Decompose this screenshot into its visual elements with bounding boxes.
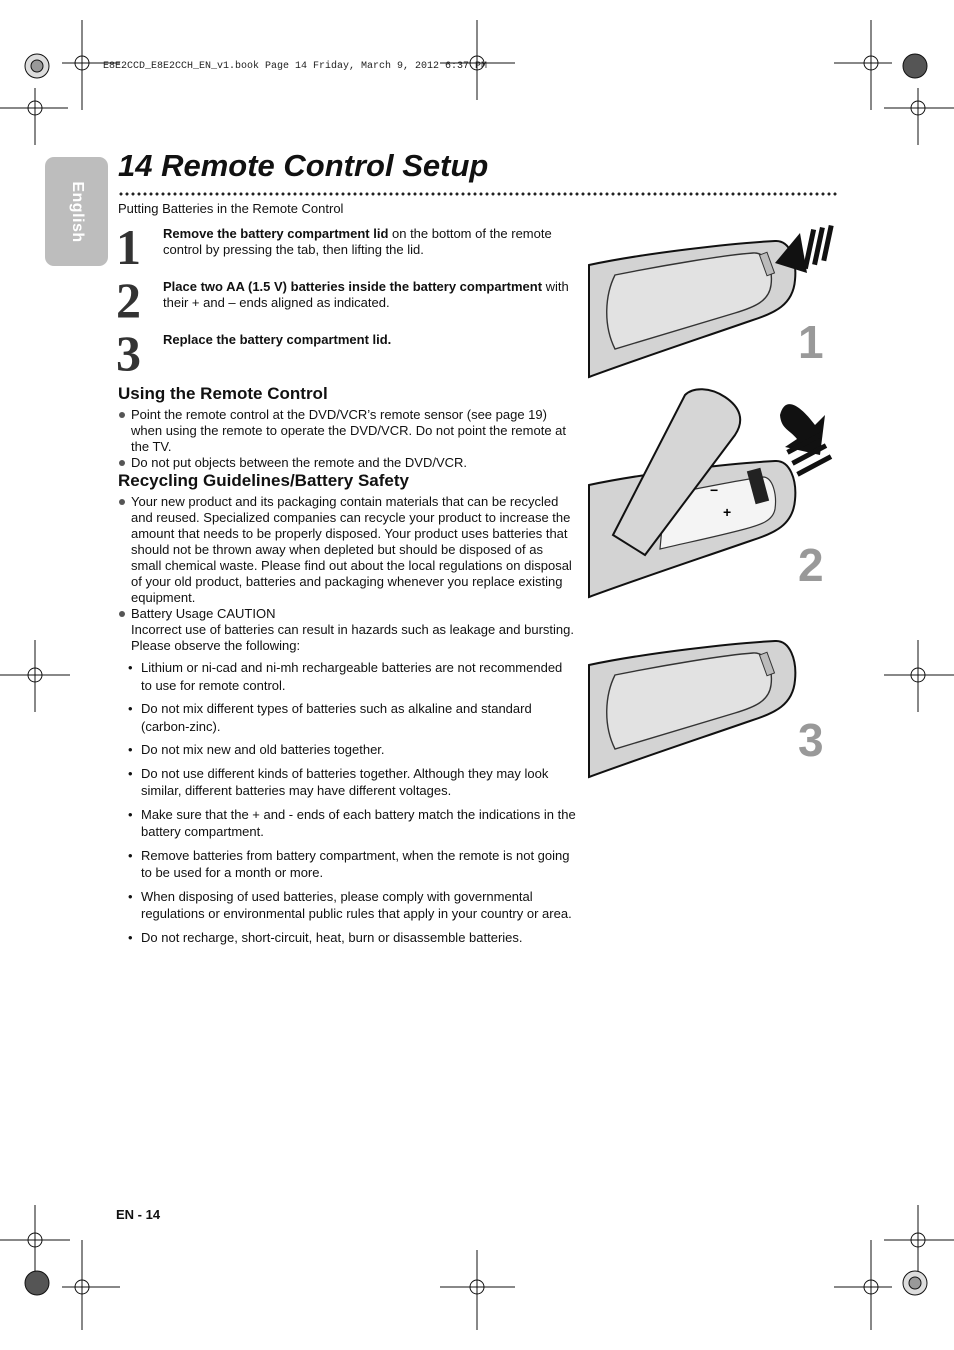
book-info-line: E8E2CCD_E8E2CCH_EN_v1.book Page 14 Friday, March 9, 2012 6:37 PM [103,61,488,72]
title-dotted-rule [118,191,838,197]
step-bold-text: Place two AA (1.5 V) batteries inside the battery compartment [163,279,543,294]
page-subtitle: Putting Batteries in the Remote Control [118,201,344,216]
list-item: • Lithium or ni-cad and ni-mh rechargeable batteries are not recommended to use for remote control. [118,659,576,694]
illustration-step-label: 2 [798,539,824,591]
list-item: • When disposing of used batteries, please comply with governmental regulations or environmental public rules that apply in your country or area. [118,888,576,923]
list-item: • Do not recharge, short-circuit, heat, burn or disassemble batteries. [118,929,576,947]
using-bullet-list [118,407,576,471]
step-rest-text: with their + and – ends aligned as indicated. [163,279,569,310]
page-title: 14 Remote Control Setup [118,148,489,183]
language-tab-label: English [68,180,86,243]
list-item: • Remove batteries from battery compartment, when the remote is not going to be used for a month or more. [118,847,576,882]
list-item: Do not put objects between the remote and the DVD/VCR. [118,455,576,471]
step-text [163,332,583,348]
caution-text: Incorrect use of batteries can result in hazards such as leakage and bursting. Please observe the following: [131,622,574,653]
step-bold-text: Replace the battery compartment lid. [163,332,392,347]
recycling-body [118,494,576,952]
list-item: • Do not mix new and old batteries together. [118,741,576,759]
step-text [163,279,588,311]
list-item: • Do not mix different types of batteries such as alkaline and standard (carbon-zinc). [118,700,576,735]
page-number: EN - 14 [116,1207,161,1222]
step-rest-text: on the bottom of the remote control by pressing the tab, then lifting the lid. [163,226,552,257]
step-number: 2 [116,272,141,328]
recycling-bullet-list [118,494,576,654]
caution-title: Battery Usage CAUTION [131,606,276,621]
caution-item-list [118,659,576,946]
list-item: Your new product and its packaging contain materials that can be recycled and reused. Specialized companies can recycle your product to increase the amount that needs to be properly disposed. Your product uses batteries that should not be thrown away when depleted but should be disposed of as small chemical waste. Please find out about the local regulations on disposal of your old product, batteries and packaging whenever you replace existing equipment. [118,494,576,606]
step-number: 3 [116,325,141,381]
list-item: Point the remote control at the DVD/VCR’s remote sensor (see page 19) when using the remote to operate the DVD/VCR. Do not point the remote at the TV. [118,407,576,455]
step-bold-text: Remove the battery compartment lid [163,226,389,241]
language-tab [45,157,108,266]
illustration-step-label: 3 [798,714,824,766]
list-item: • Do not use different kinds of batteries together. Although they may look similar, different batteries may have different voltages. [118,765,576,800]
step-text [163,226,583,258]
illustration-step-label: 1 [798,316,824,368]
section-heading-using: Using the Remote Control [118,384,328,403]
section-heading-recycling: Recycling Guidelines/Battery Safety [118,471,409,490]
battery-minus-sign: − [710,482,719,498]
list-item: • Make sure that the + and - ends of each battery match the indications in the battery compartment. [118,806,576,841]
step-number: 1 [116,219,141,275]
battery-plus-sign: + [723,504,732,520]
list-item [118,606,576,654]
